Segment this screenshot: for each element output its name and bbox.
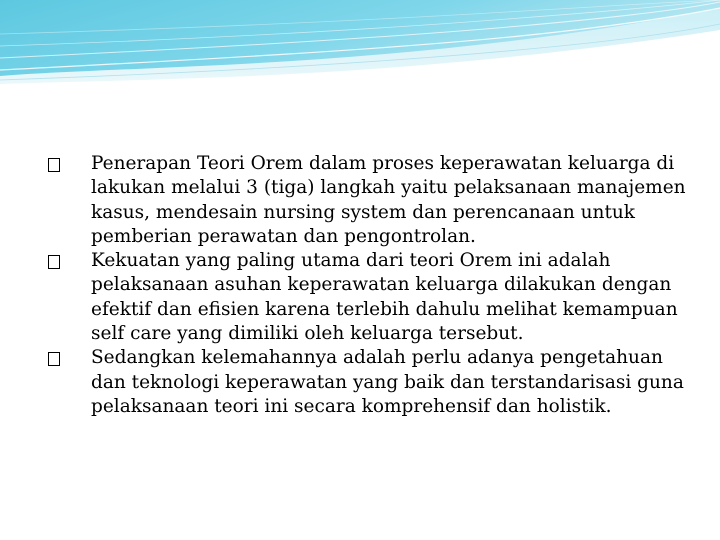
bullet-list xyxy=(48,152,698,419)
header-wave-decoration xyxy=(0,0,720,110)
bullet-text: Penerapan Teori Orem dalam proses keperawatan keluarga di lakukan melalui 3 (tiga) langkah yaitu pelaksanaan manajemen kasus, mendesain nursing system dan perencanaan untuk pemberian perawatan dan pengontrolan. xyxy=(91,153,686,247)
bullet-text: Sedangkan kelemahannya adalah perlu adanya pengetahuan dan teknologi keperawatan yang baik dan terstandarisasi guna pelaksanaan teori ini secara komprehensif dan holistik. xyxy=(91,347,684,417)
square-bullet-icon xyxy=(48,255,60,269)
bullet-item xyxy=(48,346,698,419)
bullet-item xyxy=(48,152,698,249)
bullet-text: Kekuatan yang paling utama dari teori Orem ini adalah pelaksanaan asuhan keperawatan keluarga dilakukan dengan efektif dan efisien karena terlebih dahulu melihat kemampuan self care yang dimiliki oleh keluarga tersebut. xyxy=(91,250,678,345)
square-bullet-icon xyxy=(48,352,60,366)
square-bullet-icon xyxy=(48,158,60,172)
bullet-item xyxy=(48,249,698,346)
